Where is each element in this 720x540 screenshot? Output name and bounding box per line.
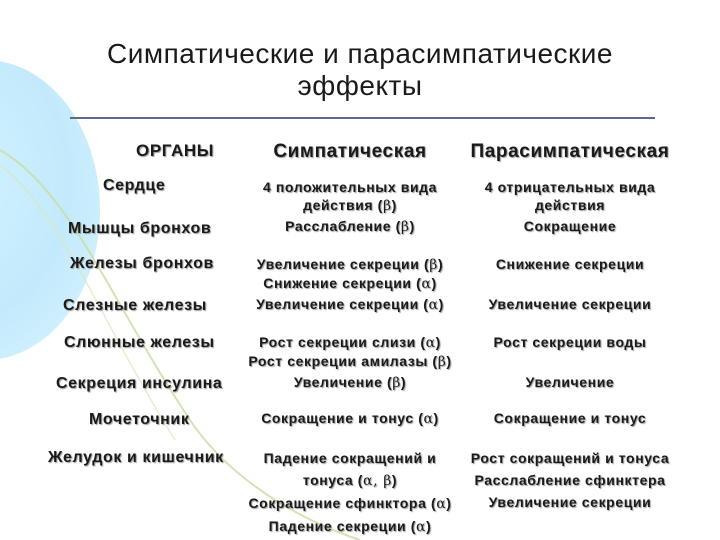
symp-insulin-text: Увеличение (	[293, 374, 393, 390]
alpha-symbol: α	[425, 335, 436, 351]
symp-heart-line2: действия (	[303, 197, 383, 213]
para-heart-line2: действия	[534, 197, 606, 213]
paren: )	[446, 495, 452, 511]
paren: )	[438, 296, 444, 312]
header-parasympathetic: Парасимпатическая	[470, 141, 670, 162]
organ-bronchi-muscles: Мышцы бронхов	[68, 220, 212, 237]
para-salivary-glands: Рост секреции воды	[493, 334, 647, 350]
title-divider	[70, 117, 655, 119]
organ-stomach-intestine: Желудок и кишечник	[48, 449, 224, 466]
para-bladder: Сокращение и тонус	[493, 410, 647, 426]
beta-symbol: β	[429, 257, 438, 273]
symp-bronchi-glands	[235, 255, 465, 293]
para-heart-line1: 4 отрицательных вида	[484, 179, 656, 195]
para-stomach-intestine	[455, 447, 685, 513]
symp-bronchi-glands-line2: Снижение секреции (	[263, 275, 422, 291]
symp-heart-line1: 4 положительных вида	[262, 179, 438, 195]
symp-salivary-line1: Рост секреции слизи (	[259, 334, 426, 350]
symp-heart	[240, 178, 460, 215]
organ-bladder: Мочеточник	[89, 411, 190, 428]
alpha-symbol: α	[423, 411, 434, 427]
para-tear-glands: Увеличение секреции	[488, 296, 652, 312]
symp-stomach-line3: Сокращение сфинктора (	[248, 495, 437, 511]
beta-symbol: β	[437, 354, 447, 370]
symp-bronchi-glands-line1: Увеличение секреции (	[256, 256, 430, 272]
symp-salivary-line2: Рост секреции амилазы (	[248, 353, 438, 369]
symp-tear-glands	[235, 295, 465, 314]
paren: )	[433, 410, 439, 426]
symp-bronchi-muscles	[240, 217, 460, 236]
paren: )	[391, 472, 398, 488]
organ-salivary-glands: Слюнные железы	[64, 334, 215, 351]
alpha-symbol: α	[421, 276, 432, 292]
paren: )	[409, 218, 415, 234]
symp-stomach-line4: Падение секреции (	[268, 518, 417, 534]
alpha-symbol: α	[428, 297, 439, 313]
symp-bronchi-muscles-text: Расслабление (	[285, 218, 401, 234]
symp-stomach-line1: Падение сокращений и	[263, 450, 437, 466]
para-stomach-line2: Расслабление сфинктера	[474, 472, 666, 488]
para-stomach-line3: Увеличение секреции	[488, 494, 652, 510]
para-bronchi-muscles: Сокращение	[523, 218, 617, 234]
alpha-symbol: α	[416, 519, 427, 535]
title-line-1: Симпатические и парасимпатические	[107, 38, 613, 69]
header-organs: ОРГАНЫ	[136, 141, 214, 160]
para-insulin: Увеличение	[525, 374, 615, 390]
paren: )	[400, 374, 407, 390]
symp-insulin	[240, 373, 460, 392]
symp-bladder-text: Сокращение и тонус (	[261, 410, 424, 426]
title-line-2: эффекты	[297, 70, 423, 101]
beta-symbol: β	[400, 219, 410, 235]
paren: )	[435, 334, 441, 350]
header-sympathetic: Симпатическая	[273, 141, 427, 162]
paren: )	[391, 197, 397, 213]
para-stomach-line1: Рост сокращений и тонуса	[470, 450, 670, 466]
paren: )	[431, 275, 437, 291]
symp-stomach-intestine	[230, 447, 470, 538]
symp-tear-glands-text: Увеличение секреции (	[256, 296, 429, 312]
organ-tear-glands: Слезные железы	[63, 297, 207, 314]
organ-heart: Сердце	[103, 177, 166, 194]
organ-bronchi-glands: Железы бронхов	[70, 255, 214, 272]
paren: )	[446, 353, 452, 369]
para-heart	[460, 178, 680, 214]
alpha-symbol: α	[436, 496, 447, 512]
paren: )	[426, 518, 432, 534]
para-bronchi-glands: Снижение секреции	[495, 256, 645, 272]
paren: )	[437, 256, 444, 272]
symp-stomach-line2: тонуса (	[302, 472, 364, 488]
beta-symbol: β	[392, 375, 401, 391]
organ-insulin: Секреция инсулина	[56, 375, 223, 392]
symp-bladder	[240, 409, 460, 428]
beta-symbol: β	[382, 198, 392, 214]
symp-salivary-glands	[230, 333, 470, 371]
alpha-beta-symbols: α, β	[363, 473, 392, 489]
slide-title	[80, 38, 640, 102]
